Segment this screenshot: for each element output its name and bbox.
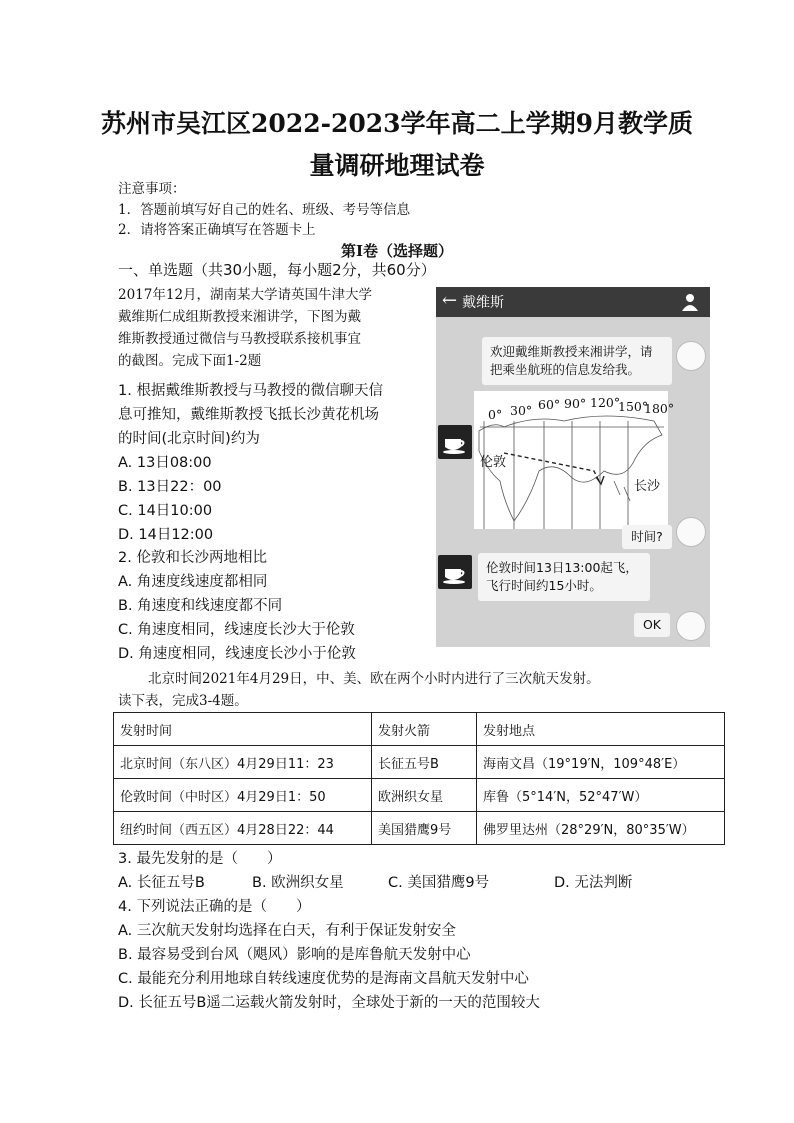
table-cell: 长征五号B [372,746,477,779]
table-header: 发射时间 [114,713,372,746]
question-2 [118,546,356,666]
avatar [676,611,706,641]
table-cell: 伦敦时间（中时区）4月29日1：50 [114,779,372,812]
q2-option-b: B. 角速度和线速度都不同 [118,598,283,614]
avatar [676,517,706,547]
user-icon [682,293,698,311]
q1-stem-line: 息可推知，戴维斯教授飞抵长沙黄花机场 [118,407,379,423]
chat-message-2: 时间? [622,525,672,549]
q2-stem: 2. 伦敦和长沙两地相比 [118,550,267,566]
q1-stem-line: 1. 根据戴维斯教授与马教授的微信聊天信 [118,383,383,399]
map-lon-label: 180° [644,401,675,416]
q3-option-a: A. 长征五号B [118,875,205,891]
q2-option-d: D. 角速度相同，线速度长沙小于伦敦 [118,646,356,662]
exam-title-line2: 量调研地理试卷 [309,151,485,180]
table-row [114,812,725,845]
chat-message-4: OK [634,613,670,637]
map-lon-label: 0° [488,407,503,422]
question-4 [118,895,540,1015]
chat-message-1: 欢迎戴维斯教授来湘讲学，请把乘坐航班的信息发给我。 [482,337,672,385]
table-header-row [114,713,725,746]
q4-stem: 4. 下列说法正确的是（ ） [118,899,311,915]
table-row [114,746,725,779]
q2-option-a: A. 角速度线速度都相同 [118,574,268,590]
passage1-line: 维斯教授通过微信与马教授联系接机事宜 [118,331,361,347]
q4-option-a: A. 三次航天发射均选择在白天，有利于保证发射安全 [118,923,456,939]
map-lon-label: 90° [564,396,587,411]
notice-item-2: 2．请将答案正确填写在答题卡上 [118,222,316,238]
q4-option-d: D. 长征五号B遥二运载火箭发射时，全球处于新的一天的范围较大 [118,995,540,1011]
map-lon-label: 30° [510,403,533,418]
chat-message-3: 伦敦时间13日13:00起飞，飞行时间约15小时。 [478,553,650,601]
passage1-line: 2017年12月，湖南某大学请英国牛津大学 [118,287,373,303]
wechat-screenshot [436,287,710,647]
table-row [114,779,725,812]
q1-option-c: C. 14日10:00 [118,503,213,519]
table-cell: 欧洲织女星 [372,779,477,812]
passage1-line: 戴维斯仁成组斯教授来湘讲学，下图为戴 [118,309,361,325]
q3-option-c: C. 美国猎鹰9号 [388,875,490,891]
table-header: 发射火箭 [372,713,477,746]
q1-option-a: A. 13日08:00 [118,455,212,471]
table-cell: 海南文昌（19°19′N，109°48′E） [477,746,725,779]
map-label-london: 伦敦 [480,455,507,470]
q3-option-d: D. 无法判断 [554,875,633,891]
map-lon-label: 150° [618,399,649,414]
part-heading: 一、单选题（共30小题，每小题2分，共60分） [118,261,436,279]
q1-option-b: B. 13日22：00 [118,479,222,495]
map-label-changsha: 长沙 [634,479,661,494]
back-arrow-icon: ← [442,290,458,311]
chat-contact-name: 戴维斯 [462,295,504,311]
passage1-line: 的截图。完成下面1-2题 [118,353,262,369]
table-cell: 纽约时间（西五区）4月28日22：44 [114,812,372,845]
table-cell: 库鲁（5°14′N，52°47′W） [477,779,725,812]
chat-header [436,287,710,317]
q1-option-d: D. 14日12:00 [118,527,214,543]
avatar [676,341,706,371]
q4-option-b: B. 最容易受到台风（飓风）影响的是库鲁航天发射中心 [118,947,471,963]
q1-stem-line: 的时间(北京时间)约为 [118,431,260,447]
table-cell: 北京时间（东八区）4月29日11：23 [114,746,372,779]
table-cell: 佛罗里达州（28°29′N，80°35′W） [477,812,725,845]
map-lon-label: 120° [590,395,621,410]
launch-table [113,712,725,845]
notice-item-1: 1．答题前填写好自己的姓名、班级、考号等信息 [118,202,411,218]
q3-stem: 3. 最先发射的是（ ） [118,851,282,867]
passage1 [118,284,372,372]
table-cell: 美国猎鹰9号 [372,812,477,845]
q2-option-c: C. 角速度相同，线速度长沙大于伦敦 [118,622,355,638]
passage2-line1: 北京时间2021年4月29日，中、美、欧在两个小时内进行了三次航天发射。 [148,671,600,687]
cup-avatar-icon [438,555,472,589]
notice-heading: 注意事项： [118,181,186,197]
volume-heading: 第I卷（选择题） [340,242,454,260]
world-map [474,391,675,529]
map-lon-label: 60° [538,397,561,412]
q3-option-b: B. 欧洲织女星 [252,875,344,891]
question-1 [118,379,383,547]
q4-option-c: C. 最能充分利用地球自转线速度优势的是海南文昌航天发射中心 [118,971,529,987]
cup-avatar-icon [438,425,472,459]
passage2-line2: 读下表，完成3-4题。 [118,693,248,709]
exam-title-line1: 苏州市吴江区2022-2023学年高二上学期9月教学质 [101,109,693,138]
table-header: 发射地点 [477,713,725,746]
